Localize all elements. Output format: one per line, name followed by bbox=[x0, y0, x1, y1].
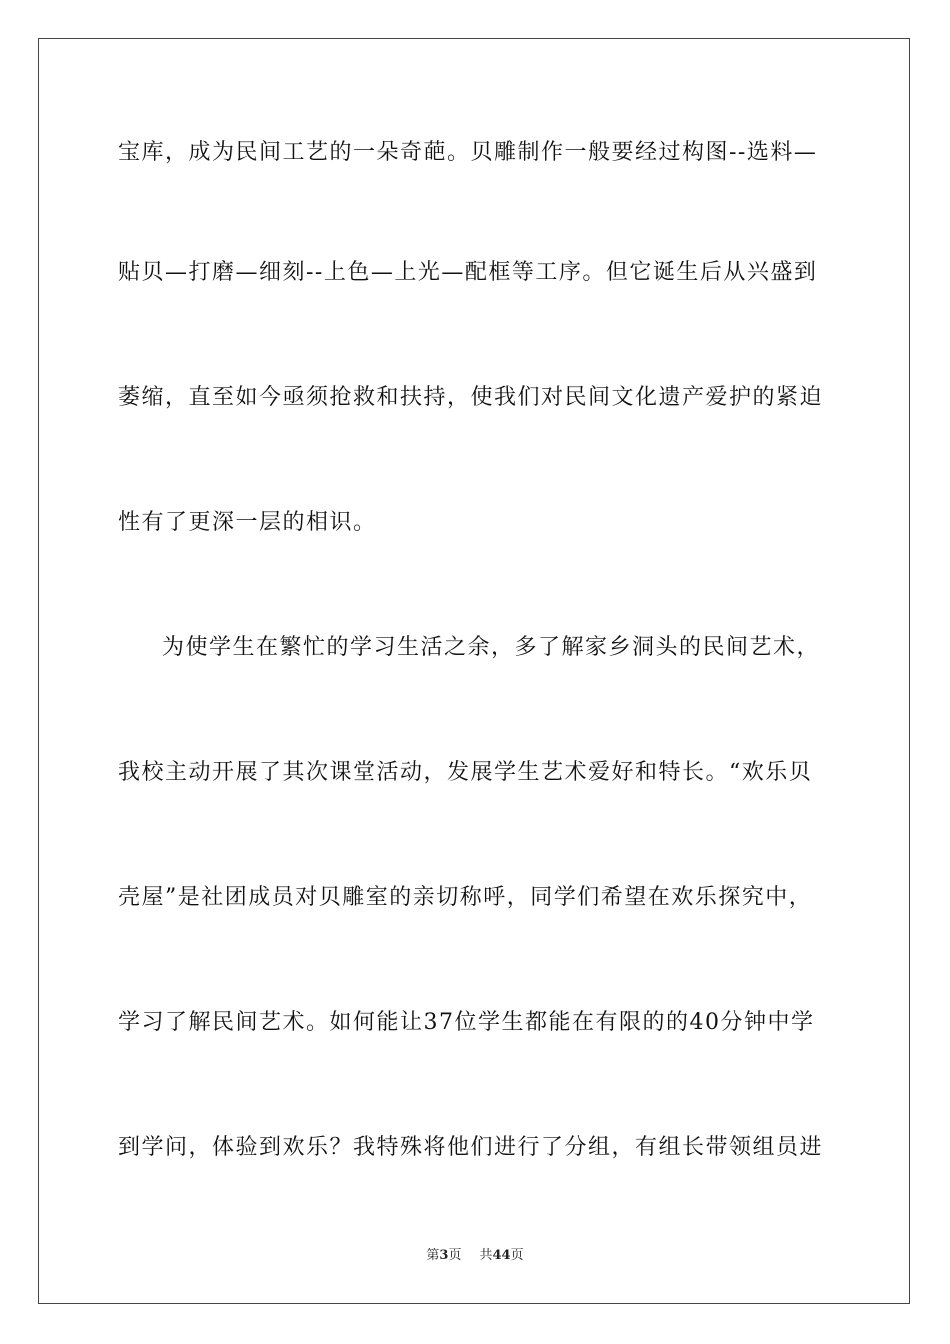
page-footer bbox=[0, 1248, 950, 1264]
text-line-4: 性有了更深一层的相识。 bbox=[118, 510, 377, 535]
page-prefix: 第 bbox=[426, 1248, 440, 1263]
page-suffix: 页 bbox=[448, 1248, 462, 1263]
text-line-1: 宝库，成为民间工艺的一朵奇葩。贝雕制作一般要经过构图--选料— bbox=[118, 140, 818, 165]
text-line-2: 贴贝—打磨—细刻--上色—上光—配框等工序。但它诞生后从兴盛到 bbox=[118, 260, 818, 285]
total-prefix: 共 bbox=[479, 1248, 493, 1263]
total-suffix: 页 bbox=[510, 1248, 524, 1263]
total-pages: 44 bbox=[492, 1248, 511, 1263]
text-line-9: 到学问，体验到欢乐？我特殊将他们进行了分组，有组长带领组员进 bbox=[118, 1135, 824, 1160]
page-border bbox=[38, 38, 910, 1304]
text-line-5: 为使学生在繁忙的学习生活之余，多了解家乡洞头的民间艺术， bbox=[162, 635, 821, 660]
page-number: 3 bbox=[439, 1248, 449, 1263]
text-line-3: 萎缩，直至如今亟须抢救和扶持，使我们对民间文化遗产爱护的紧迫 bbox=[118, 385, 824, 410]
text-line-6: 我校主动开展了其次课堂活动，发展学生艺术爱好和特长。“欢乐贝 bbox=[118, 760, 813, 785]
text-line-7: 壳屋”是社团成员对贝雕室的亲切称呼，同学们希望在欢乐探究中， bbox=[118, 885, 813, 910]
text-line-8: 学习了解民间艺术。如何能让37位学生都能在有限的的40分钟中学 bbox=[118, 1010, 815, 1035]
